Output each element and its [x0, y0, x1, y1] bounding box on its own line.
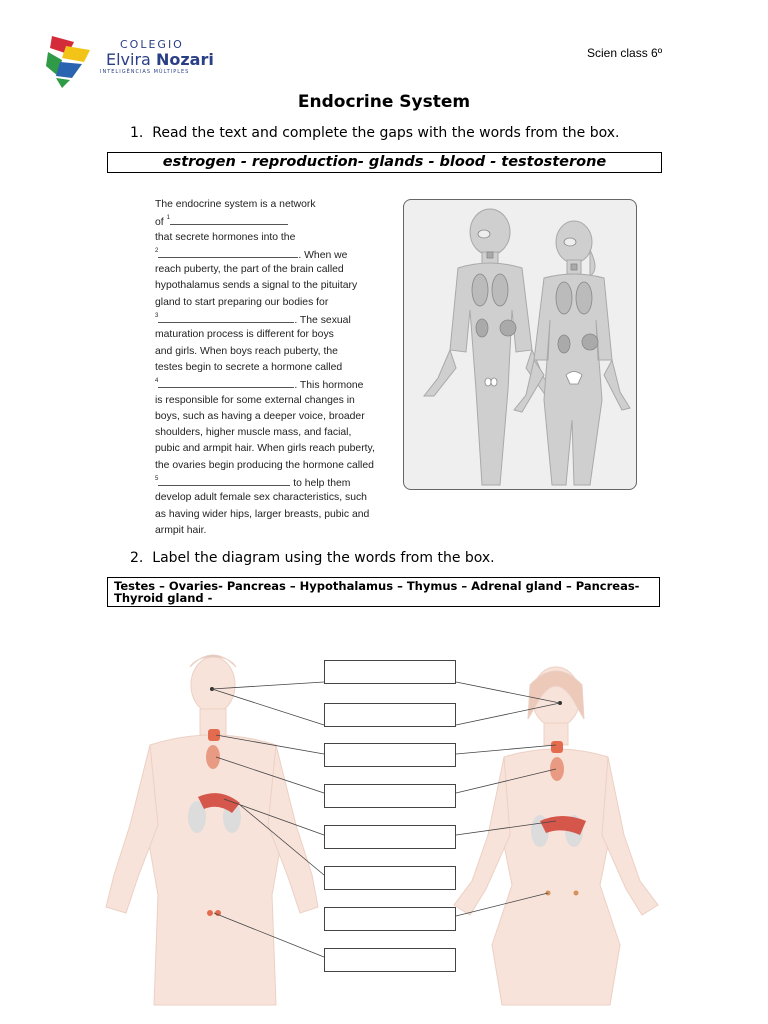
gap-4-input[interactable]: [158, 378, 294, 388]
gap-5-input[interactable]: [158, 476, 290, 486]
logo-name: Elvira Nozari: [106, 50, 214, 69]
label-box-6[interactable]: [324, 866, 456, 890]
endocrine-diagram-small: [403, 199, 637, 490]
question-2: 2. Label the diagram using the words from the box.: [130, 550, 495, 566]
logo-tagline: INTELIGÊNCIAS MÚLTIPLES: [100, 69, 190, 75]
class-label: Scien class 6º: [587, 46, 663, 60]
question-1: 1. Read the text and complete the gaps with the words from the box.: [130, 125, 620, 141]
word-box-1: estrogen - reproduction- glands - blood - testosterone: [107, 152, 662, 173]
label-box-1[interactable]: [324, 660, 456, 684]
label-box-3[interactable]: [324, 743, 456, 767]
gap-1-input[interactable]: [170, 215, 288, 225]
logo-icon: [44, 32, 106, 90]
label-box-5[interactable]: [324, 825, 456, 849]
page-title: Endocrine System: [297, 92, 471, 112]
body-silhouettes-icon: [404, 200, 636, 489]
word-box-2: Testes – Ovaries- Pancreas – Hypothalamus – Thymus – Adrenal gland – Pancreas- Thyroid gland -: [107, 577, 660, 607]
label-box-8[interactable]: [324, 948, 456, 972]
gap-2-input[interactable]: [158, 248, 298, 258]
label-box-4[interactable]: [324, 784, 456, 808]
logo-top-word: COLEGIO: [120, 38, 184, 51]
label-box-2[interactable]: [324, 703, 456, 727]
label-box-7[interactable]: [324, 907, 456, 931]
gap-fill-text: The endocrine system is a network of $^1$ that secrete hormones into the $^2$ . When we reach puberty, the part of the brain called hypothalamus sends a signal to the pituitary gland to start preparing our bodies for $^3$ . The sexual maturation process is different for boys and girls. When boys reach puberty, the testes begin to secrete a hormone called $^4$ . This hormone is responsible for some external changes in boys, such as having a deeper voice, broader shoulders, higher muscle mass, and facial, pubic and armpit hair. When girls reach puberty, the ovaries begin producing the hormone called $^5$ to help them develop adult female sex characteristics, such as having wider hips, larger breasts, pubic and armpit hair.: [155, 199, 375, 536]
gap-3-input[interactable]: [158, 313, 294, 323]
